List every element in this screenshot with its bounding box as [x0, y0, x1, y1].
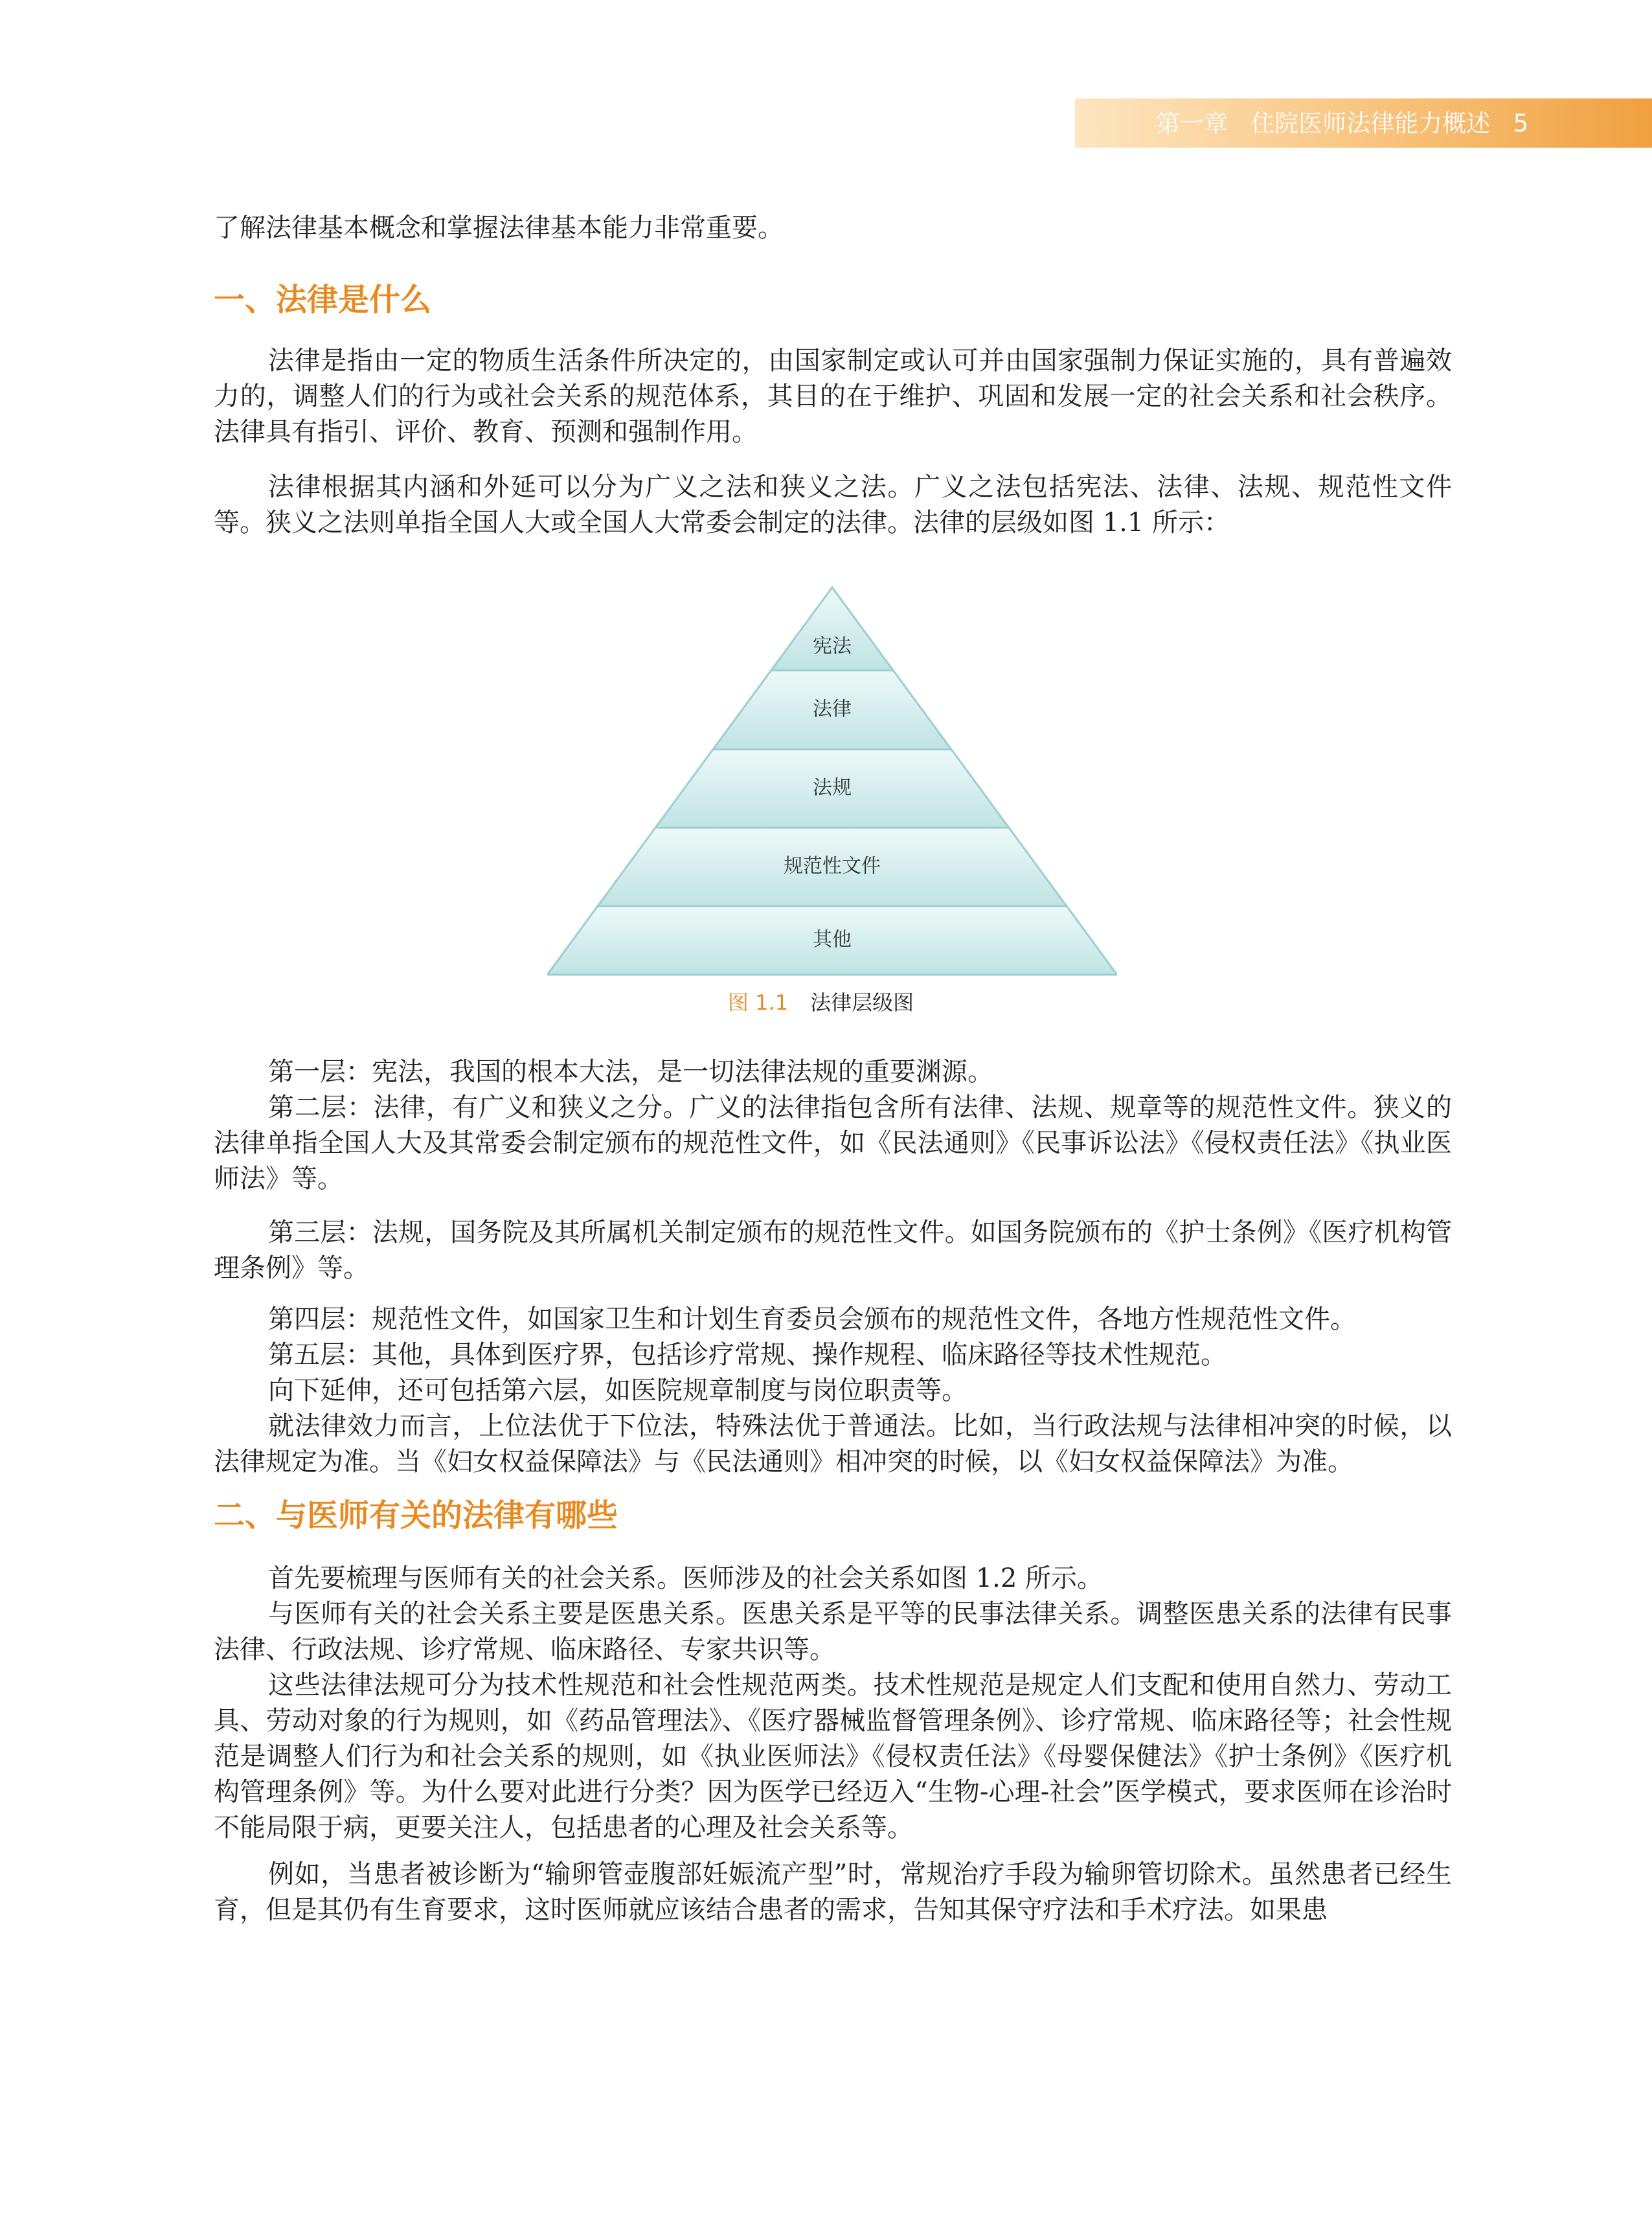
section-heading-1: 一、法律是什么: [214, 282, 432, 318]
paragraph-norm-types: 这些法律法规可分为技术性规范和社会性规范两类。技术性规范是规定人们支配和使用自然力、劳动工具、劳动对象的行为规则，如《药品管理法》、《医疗器械监督管理条例》、诊疗常规、临床路径等；社会性规范是调整人们行为和社会关系的规则，如《执业医师法》《侵权责任法》《母婴保健法》《护士条例》《医疗机构管理条例》等。为什么要对此进行分类？因为医学已经迈入“生物-心理-社会”医学模式，要求医师在诊治时不能局限于病，更要关注人，包括患者的心理及社会关系等。: [214, 1670, 1452, 1843]
level-constitution-band: [771, 587, 893, 670]
page-number: 5: [1513, 109, 1529, 137]
figure-caption: [728, 986, 914, 1019]
header-chapter: 第一章: [1156, 109, 1228, 137]
paragraph-layer-6: 向下延伸，还可包括第六层，如医院规章制度与岗位职责等。: [268, 1376, 967, 1405]
level-law-label: 法律: [813, 698, 852, 721]
figure-title: 法律层级图: [810, 990, 914, 1015]
paragraph-legal-effect: 就法律效力而言，上位法优于下位法，特殊法优于普通法。比如，当行政法规与法律相冲突的时候，以法律规定为准。当《妇女权益保障法》与《民法通则》相冲突的时候，以《妇女权益保障法》为准。: [214, 1411, 1452, 1477]
paragraph-law-definition: 法律是指由一定的物质生活条件所决定的，由国家制定或认可并由国家强制力保证实施的，具有普遍效力的，调整人们的行为或社会关系的规范体系，其目的在于维护、巩固和发展一定的社会关系和社会秩序。法律具有指引、评价、教育、预测和强制作用。: [214, 346, 1452, 447]
paragraph-social-relations: 首先要梳理与医师有关的社会关系。医师涉及的社会关系如图 1.2 所示。: [268, 1563, 1103, 1593]
paragraph-intro: 了解法律基本概念和掌握法律基本能力非常重要。: [214, 213, 784, 243]
paragraph-layer-1: 第一层：宪法，我国的根本大法，是一切法律法规的重要渊源。: [268, 1057, 993, 1087]
figure-number: 图 1.1: [728, 990, 789, 1015]
paragraph-layer-5: 第五层：其他，具体到医疗界，包括诊疗常规、操作规程、临床路径等技术性规范。: [268, 1340, 1227, 1370]
section-heading-2: 二、与医师有关的法律有哪些: [214, 1497, 618, 1534]
running-header: [1156, 108, 1528, 140]
paragraph-layer-2: 第二层：法律，有广义和狭义之分。广义的法律指包含所有法律、法规、规章等的规范性文件。狭义的法律单指全国人大及其常委会制定颁布的规范性文件，如《民法通则》《民事诉讼法》《侵权责任法》《执业医师法》等。: [214, 1093, 1452, 1194]
paragraph-layer-4: 第四层：规范性文件，如国家卫生和计划生育委员会颁布的规范性文件，各地方性规范性文件。: [268, 1304, 1356, 1334]
paragraph-example: 例如，当患者被诊断为“输卵管壶腹部妊娠流产型”时，常规治疗手段为输卵管切除术。虽然患者已经生育，但是其仍有生育要求，这时医师就应该结合患者的需求，告知其保守疗法和手术疗法。如果患: [214, 1859, 1452, 1925]
paragraph-layer-3: 第三层：法规，国务院及其所属机关制定颁布的规范性文件。如国务院颁布的《护士条例》《医疗机构管理条例》等。: [214, 1218, 1452, 1283]
paragraph-law-scope: 法律根据其内涵和外延可以分为广义之法和狭义之法。广义之法包括宪法、法律、法规、规范性文件等。狭义之法则单指全国人大或全国人大常委会制定的法律。法律的层级如图 1.1 所示：: [214, 472, 1452, 538]
level-other-label: 其他: [813, 928, 852, 951]
level-regulation-label: 法规: [813, 777, 852, 799]
header-title: 住院医师法律能力概述: [1250, 109, 1491, 137]
level-normative-documents-label: 规范性文件: [784, 855, 881, 878]
paragraph-doctor-patient: 与医师有关的社会关系主要是医患关系。医患关系是平等的民事法律关系。调整医患关系的法律有民事法律、行政法规、诊疗常规、临床路径、专家共识等。: [214, 1599, 1452, 1664]
law-hierarchy-pyramid: [547, 580, 1117, 981]
level-constitution-label: 宪法: [813, 635, 852, 658]
